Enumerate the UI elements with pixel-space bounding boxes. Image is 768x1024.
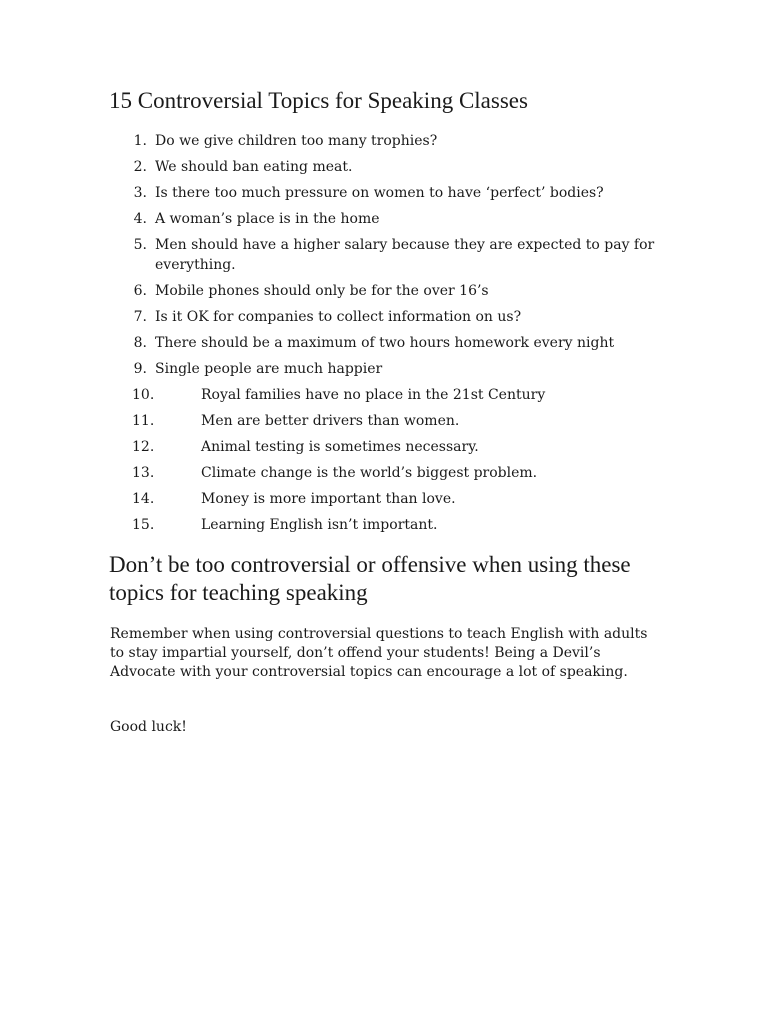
item-text: Royal families have no place in the 21st Century bbox=[201, 387, 546, 403]
item-text: Single people are much happier bbox=[155, 361, 383, 377]
item-number: 12. bbox=[132, 439, 155, 455]
item-text: Men should have a higher salary because they are expected to pay for everything. bbox=[155, 237, 655, 273]
item-number: 14. bbox=[132, 491, 155, 507]
page-title: 15 Controversial Topics for Speaking Classes bbox=[109, 88, 528, 113]
item-number: 15. bbox=[132, 517, 155, 533]
item-number: 7. bbox=[133, 309, 147, 325]
item-text: We should ban eating meat. bbox=[155, 159, 353, 175]
item-text: Money is more important than love. bbox=[201, 491, 456, 507]
item-text: Learning English isn’t important. bbox=[201, 517, 438, 533]
item-text: Men are better drivers than women. bbox=[201, 413, 460, 429]
item-text: Is it OK for companies to collect information on us? bbox=[155, 309, 522, 325]
item-text: Is there too much pressure on women to have ‘perfect’ bodies? bbox=[155, 185, 604, 201]
item-number: 9. bbox=[133, 361, 147, 377]
item-number: 3. bbox=[133, 185, 147, 201]
item-number: 11. bbox=[132, 413, 155, 429]
item-text: A woman’s place is in the home bbox=[155, 211, 380, 227]
item-number: 6. bbox=[133, 283, 147, 299]
body-paragraph: Remember when using controversial questions to teach English with adults to stay impartial yourself, don’t offend your students! Being a Devil’s Advocate with your controversial topics can encourage a lot of speaking. bbox=[110, 626, 648, 680]
item-number: 8. bbox=[133, 335, 147, 351]
item-text: Do we give children too many trophies? bbox=[155, 133, 438, 149]
item-number: 5. bbox=[133, 237, 147, 253]
item-text: Mobile phones should only be for the over 16’s bbox=[155, 283, 489, 299]
item-number: 1. bbox=[133, 133, 147, 149]
item-text: Animal testing is sometimes necessary. bbox=[201, 439, 479, 455]
item-number: 10. bbox=[132, 387, 155, 403]
closing-line: Good luck! bbox=[110, 719, 187, 735]
item-text: Climate change is the world’s biggest problem. bbox=[201, 465, 538, 481]
section-heading: Don’t be too controversial or offensive when using these topics for teaching speaking bbox=[109, 552, 631, 605]
item-number: 13. bbox=[132, 465, 155, 481]
item-number: 2. bbox=[133, 159, 147, 175]
item-text: There should be a maximum of two hours homework every night bbox=[155, 335, 615, 351]
item-number: 4. bbox=[133, 211, 147, 227]
